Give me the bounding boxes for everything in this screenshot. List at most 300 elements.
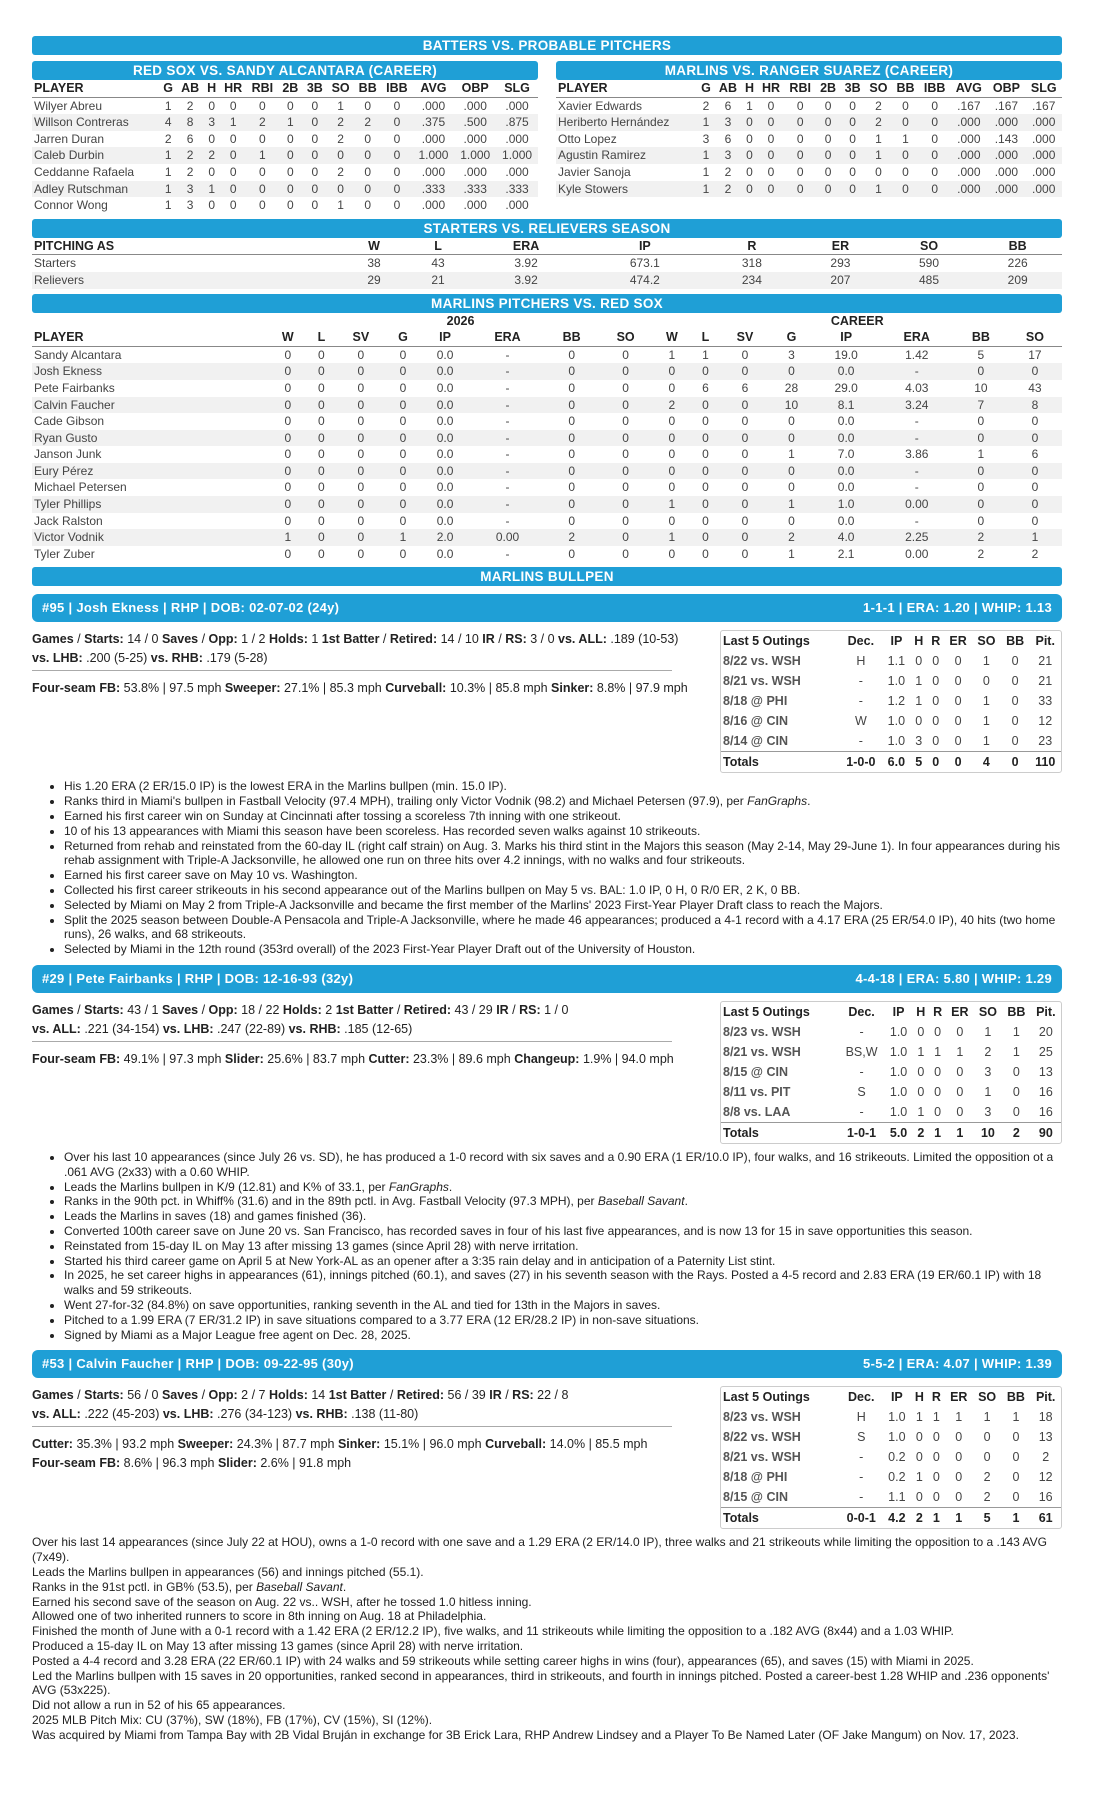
stat-cell: 0 xyxy=(311,164,319,179)
notes-list xyxy=(32,1150,1062,1342)
stat-label: RS: xyxy=(512,1388,534,1403)
outing-date: 8/14 @ CIN xyxy=(723,734,788,749)
source-name: FanGraphs xyxy=(747,794,808,809)
stat-cell: 29 xyxy=(342,272,406,289)
stat-cell: 1-0-0 xyxy=(839,752,882,773)
stat-cell: 0 xyxy=(934,1085,942,1099)
header-row xyxy=(721,1002,1061,1022)
last-5-outings xyxy=(720,1001,1062,1144)
stat-cell: 0 xyxy=(770,463,812,480)
stat-cell: 1 xyxy=(220,114,247,131)
stat-cell: 0 xyxy=(954,734,962,749)
player-name: Jarren Duran xyxy=(34,131,105,146)
stat-cell: - xyxy=(505,513,510,528)
stat-cell: 0 xyxy=(1011,654,1019,669)
stat-cell: 0 xyxy=(269,363,308,380)
note-item: • Earned his first career win on Sunday at Cincinnati after tossing a scoreless 7th inning with one strikeout. xyxy=(64,809,1062,824)
stat-cell: 0 xyxy=(208,164,215,179)
stat-cell: .500 xyxy=(454,114,496,131)
stat-cell: 0 xyxy=(954,363,1008,380)
stat-cell: 1 xyxy=(982,654,990,669)
note-item: Posted a 4-4 record and 3.28 ERA (22 ER/60.1 IP) with 24 walks and 59 strikeouts while setting career highs in wins (four), appearances (65), and saves (15) with Miami in 2025. xyxy=(32,1653,974,1668)
stat-cell: - xyxy=(914,513,919,528)
player-name: Willson Contreras xyxy=(32,114,160,131)
stat-cell: 1 xyxy=(1012,1045,1020,1059)
stat-cell: 0 xyxy=(622,447,629,462)
column-header: R xyxy=(931,634,941,649)
stat-cell: 0 xyxy=(259,164,266,179)
stat-cell: 1.0 xyxy=(889,1045,908,1059)
stat-label: Sweeper: xyxy=(224,681,281,696)
stat-cell: 17 xyxy=(1028,347,1042,362)
stat-label: Starts: xyxy=(84,1388,124,1403)
stat-cell: 673.1 xyxy=(629,256,660,271)
stat-cell: - xyxy=(880,363,954,380)
stat-cell: 0 xyxy=(746,164,753,179)
stat-cell: 0 xyxy=(955,1490,963,1505)
stat-label: Four-seam FB: xyxy=(32,1052,121,1066)
stat-cell: 0 xyxy=(788,480,795,495)
player-name: Victor Vodnik xyxy=(32,529,269,546)
table-row xyxy=(32,479,1062,496)
stat-value: 3 / 0 xyxy=(526,632,559,647)
marlins-col xyxy=(556,61,1062,214)
stat-cell: 2 xyxy=(186,164,194,179)
column-header: SLG xyxy=(496,80,538,97)
column-header: ER xyxy=(796,238,885,255)
stat-value: 23.3% | 89.6 mph xyxy=(409,1052,515,1066)
stat-cell: 1 xyxy=(865,181,892,198)
stat-cell: 1 xyxy=(1008,529,1062,546)
stat-cell: 3 xyxy=(702,131,710,146)
stat-cell: .000 xyxy=(421,198,446,213)
header-row xyxy=(32,329,1062,346)
stat-cell: 0 xyxy=(702,480,709,495)
stat-cell: 1.1 xyxy=(887,654,906,669)
outing-date: 8/15 @ CIN xyxy=(723,1065,788,1079)
stat-cell: 0 xyxy=(284,546,292,561)
marlins-table xyxy=(556,80,1062,197)
note-item: • Leads the Marlins bullpen in K/9 (12.81) and K% of 33.1, per FanGraphs. xyxy=(64,1180,1062,1195)
column-header: SO xyxy=(977,634,996,649)
stat-cell: 0 xyxy=(757,181,784,198)
column-header: BB xyxy=(1006,634,1025,649)
stat-cell: 0 xyxy=(568,546,575,561)
note-item: • 10 of his 13 appearances with Miami this season have been scoreless. Has recorded seven walks against 10 strikeouts. xyxy=(64,824,1062,839)
column-header: Last 5 Outings xyxy=(723,634,810,649)
stat-label: vs. ALL: xyxy=(32,1022,81,1036)
stat-cell: 1.0 xyxy=(889,1085,908,1099)
stat-cell: 0 xyxy=(702,546,709,561)
outing-date: 8/11 vs. PIT xyxy=(723,1085,791,1099)
table-row xyxy=(32,413,1062,430)
stat-cell: 1.0 xyxy=(889,1025,908,1039)
stat-label: Four-seam FB: xyxy=(32,681,121,696)
stat-cell: 6 xyxy=(186,131,194,146)
stat-cell: 0 xyxy=(269,397,308,414)
stat-cell: 0 xyxy=(568,447,575,462)
column-header: G xyxy=(698,80,715,97)
stat-cell: 0 xyxy=(208,198,215,213)
stat-value: .222 (45-203) xyxy=(80,1407,163,1422)
stat-cell: 3 xyxy=(714,114,741,131)
column-header: SO xyxy=(978,1005,997,1019)
stat-cell: 0 xyxy=(757,147,784,164)
stat-cell: 1.0 xyxy=(813,496,880,513)
stat-cell: 0 xyxy=(720,463,771,480)
column-header: IP xyxy=(582,238,707,255)
stat-cell: 13 xyxy=(1038,1065,1053,1079)
redsox-col xyxy=(32,61,538,214)
stat-cell: 0 xyxy=(931,164,938,179)
outing-row xyxy=(721,1487,1061,1508)
stat-cell: .000 xyxy=(957,131,981,146)
stat-cell: 1 xyxy=(875,131,882,146)
column-header: W xyxy=(342,238,406,255)
stat-value: 43 / 29 xyxy=(451,1003,497,1017)
stat-label: vs. ALL: xyxy=(558,632,607,647)
stat-cell: 0 xyxy=(545,397,599,414)
stat-cell: .000 xyxy=(987,181,1025,198)
column-header: PLAYER xyxy=(556,80,698,97)
stat-cell: 0 xyxy=(702,447,709,462)
stat-cell: .000 xyxy=(421,164,446,179)
starters-relievers-table xyxy=(32,238,1062,289)
stat-cell: 1 xyxy=(932,1410,940,1425)
group-2026: 2026 xyxy=(446,313,475,328)
stat-cell: H xyxy=(856,1410,866,1425)
note-item: • Reinstated from 15-day IL on May 13 after missing 13 games (since April 28) with nerve irritation. xyxy=(64,1239,1062,1254)
stat-cell: 0 xyxy=(816,147,841,164)
column-header: Pit. xyxy=(1035,634,1055,649)
stat-cell: 293 xyxy=(830,256,851,271)
stat-cell: 0.0 xyxy=(837,480,855,495)
stat-label: Saves xyxy=(161,1003,199,1017)
stat-cell: 0 xyxy=(393,164,401,179)
stat-cell: 0 xyxy=(955,1470,963,1485)
stat-cell: 0 xyxy=(849,98,856,113)
note-item: Leads the Marlins bullpen in appearances (56) and innings pitched (55.1). xyxy=(32,1564,424,1579)
stat-cell: 1 xyxy=(746,98,753,113)
stat-cell: 0 xyxy=(307,430,335,447)
stat-label: vs. LHB: xyxy=(32,651,83,666)
stat-cell: 0 xyxy=(902,164,909,179)
stat-cell: 1.0 xyxy=(887,714,906,729)
stat-cell: 0.0 xyxy=(436,447,454,462)
stat-cell: .000 xyxy=(463,98,487,113)
stat-cell: 1 xyxy=(955,1410,963,1425)
stat-cell: .000 xyxy=(505,131,529,146)
stat-cell: - xyxy=(470,430,544,447)
stat-cell: 0 xyxy=(983,1450,991,1465)
stat-cell: 0 xyxy=(622,513,629,528)
stat-cell: 1 xyxy=(929,1123,946,1144)
totals-label: Totals xyxy=(721,1508,840,1529)
stat-cell: 0 xyxy=(934,1105,942,1119)
stat-cell: 0 xyxy=(381,147,412,164)
stat-cell: 0 xyxy=(983,1430,991,1445)
stat-cell: 21 xyxy=(1038,674,1053,689)
column-header: H xyxy=(914,634,924,649)
profile-record: 5-5-2 | ERA: 4.07 | WHIP: 1.39 xyxy=(863,1356,1052,1372)
stat-cell: 1 xyxy=(982,734,990,749)
player-name: Ceddanne Rafaela xyxy=(34,164,135,179)
stat-cell: 6 xyxy=(724,98,732,113)
stat-cell: 318 xyxy=(741,256,762,271)
divider xyxy=(32,1041,672,1042)
stat-cell: 43 xyxy=(1028,380,1042,395)
stat-cell: 0 xyxy=(399,480,407,495)
stat-cell: 21 xyxy=(406,272,470,289)
outing-date: 8/16 @ CIN xyxy=(723,714,788,729)
stat-cell: 0 xyxy=(741,414,749,429)
column-header: H xyxy=(204,80,220,97)
profile-header xyxy=(32,594,1062,622)
stat-value: 8.6% | 96.3 mph xyxy=(120,1456,218,1471)
stat-cell: 0 xyxy=(915,714,923,729)
note-item: • Ranks third in Miami's bullpen in Fastball Velocity (97.4 MPH), trailing only Victor Vodnik (98.2) and Michael Petersen (97.9), per FanGraphs. xyxy=(64,794,1062,809)
player-name: Sandy Alcantara xyxy=(34,347,122,362)
stat-cell: 0 xyxy=(386,463,420,480)
stat-value: 56 / 39 xyxy=(444,1388,490,1403)
stat-cell: 0 xyxy=(668,414,676,429)
stat-cell: 0 xyxy=(668,380,676,395)
stat-cell: 0.00 xyxy=(880,496,954,513)
stat-cell: 1 xyxy=(337,98,344,113)
stat-cell: 0 xyxy=(381,181,412,198)
stat-cell: 1 xyxy=(1002,1508,1031,1529)
stat-cell: 0 xyxy=(702,414,709,429)
stat-cell: 0 xyxy=(785,147,816,164)
stat-cell: 12 xyxy=(1038,714,1053,729)
stat-cell: 0 xyxy=(1012,1450,1020,1465)
stat-cell: 0 xyxy=(284,480,292,495)
stat-cell: 0 xyxy=(568,414,575,429)
stat-label: Four-seam FB: xyxy=(32,1456,121,1471)
pitcher-profile xyxy=(32,965,1062,1342)
stat-cell: - xyxy=(505,380,510,395)
stat-label: RS: xyxy=(519,1003,541,1017)
stat-cell: 0 xyxy=(1008,463,1062,480)
stat-cell: 0 xyxy=(599,397,653,414)
stat-cell: 7.0 xyxy=(837,447,855,462)
stat-cell: 0.0 xyxy=(420,363,471,380)
stat-cell: 1.0 xyxy=(888,1430,906,1445)
stat-cell: 4 xyxy=(972,752,1001,773)
stat-cell: 2 xyxy=(327,114,354,131)
column-header: G xyxy=(770,329,812,346)
stat-cell: - xyxy=(859,1490,864,1505)
stat-label: vs. RHB: xyxy=(150,651,203,666)
stat-cell: 0 xyxy=(767,131,775,146)
stat-value: 27.1% | 85.3 mph xyxy=(280,681,386,696)
stat-cell: 2 xyxy=(865,114,892,131)
stat-cell: .000 xyxy=(421,131,446,146)
note-item: • Collected his first career strikeouts in his second appearance out of the Marlins bullpen on May 5 vs. BAL: 1.0 IP, 0 H, 0 R/0 ER, 2 K, 0 BB. xyxy=(64,883,1062,898)
stat-cell: 0 xyxy=(307,397,335,414)
source-name: FanGraphs xyxy=(388,1179,449,1194)
stat-value: 1.9% | 94.0 mph xyxy=(579,1052,674,1066)
stat-label: vs. RHB: xyxy=(288,1022,341,1036)
player-name: Adley Rutschman xyxy=(32,181,160,198)
player-name: Josh Ekness xyxy=(32,363,269,380)
stat-cell: .000 xyxy=(950,147,987,164)
outing-row xyxy=(721,1467,1061,1487)
stat-cell: 0 xyxy=(691,430,719,447)
table-row xyxy=(32,197,538,214)
stat-cell: 0 xyxy=(286,198,294,213)
player-name: Ryan Gusto xyxy=(32,430,269,447)
stat-cell: 0 xyxy=(956,1065,964,1079)
stat-cell: 207 xyxy=(796,272,885,289)
stat-value: 14.0% | 85.5 mph xyxy=(546,1437,648,1452)
stat-label: Cutter: xyxy=(368,1052,410,1066)
stat-value: 56 / 0 xyxy=(123,1388,162,1403)
stat-cell: 1 xyxy=(269,529,308,546)
stat-cell: - xyxy=(505,480,510,495)
stat-value: / xyxy=(501,1388,513,1403)
stat-cell: 0.0 xyxy=(813,430,880,447)
stat-cell: 0.00 xyxy=(470,529,544,546)
profile-top xyxy=(32,1386,1062,1529)
stat-cell: 110 xyxy=(1029,752,1061,773)
stat-label: Curveball: xyxy=(385,681,447,696)
stat-label: Retired: xyxy=(403,1003,452,1017)
stat-cell: 0 xyxy=(770,430,812,447)
stat-cell: 0 xyxy=(977,513,985,528)
stat-cell: 0 xyxy=(364,164,372,179)
player-name: Wilyer Abreu xyxy=(34,98,103,113)
stat-cell: 0 xyxy=(399,347,407,362)
stat-cell: 0 xyxy=(399,380,407,395)
stat-cell: 0 xyxy=(691,463,719,480)
stat-cell: 0 xyxy=(932,694,940,709)
stat-cell: 0 xyxy=(364,198,372,213)
totals-label: Totals xyxy=(721,1123,838,1144)
last-5-table xyxy=(721,631,1061,772)
column-header: G xyxy=(160,80,177,97)
table-row xyxy=(32,496,1062,513)
stat-cell: 10 xyxy=(770,397,812,414)
stat-cell: 16 xyxy=(1038,1490,1053,1505)
stat-cell: 0.0 xyxy=(837,513,855,528)
stat-cell: 0 xyxy=(691,496,719,513)
stat-cell: 0 xyxy=(259,198,266,213)
stat-cell: 0 xyxy=(915,1490,923,1505)
outing-date: 8/23 vs. WSH xyxy=(723,1025,801,1039)
stat-cell: 0.0 xyxy=(813,363,880,380)
stat-cell: 2 xyxy=(337,131,344,146)
column-header: RBI xyxy=(785,80,816,97)
stat-cell: - xyxy=(914,480,919,495)
stat-label: Holds: xyxy=(268,1388,308,1403)
stat-cell: 0 xyxy=(269,496,308,513)
stat-cell: 1 xyxy=(337,198,344,213)
stat-cell: 0 xyxy=(229,164,237,179)
outing-row xyxy=(721,651,1061,671)
stat-cell: 0 xyxy=(917,1085,925,1099)
starters-relievers-title: STARTERS VS. RELIEVERS SEASON xyxy=(32,219,1062,238)
column-header: L xyxy=(406,238,470,255)
stat-cell: 0 xyxy=(599,529,653,546)
stat-cell: 2 xyxy=(983,1490,991,1505)
stat-value: / xyxy=(386,1388,397,1403)
last-5-table xyxy=(721,1387,1061,1528)
stat-value: 1 xyxy=(307,632,322,647)
stat-label: vs. LHB: xyxy=(162,1407,214,1422)
stat-label: Opp: xyxy=(208,632,238,647)
stat-cell: 0 xyxy=(720,363,771,380)
stat-cell: 0 xyxy=(944,752,972,773)
stat-cell: - xyxy=(470,397,544,414)
stat-cell: 0 xyxy=(955,1430,963,1445)
stat-label: IR xyxy=(489,1388,502,1403)
stat-cell: 0.2 xyxy=(888,1470,906,1485)
stat-cell: 2 xyxy=(912,1123,929,1144)
stat-cell: 10 xyxy=(974,380,988,395)
stat-cell: 1 xyxy=(770,496,812,513)
stat-cell: 90 xyxy=(1031,1123,1061,1144)
outing-row xyxy=(721,1022,1061,1042)
stat-cell: 0 xyxy=(741,513,749,528)
stat-cell: 0.2 xyxy=(888,1450,906,1465)
stat-cell: 0 xyxy=(902,98,909,113)
pitchers-vs-title: MARLINS PITCHERS VS. RED SOX xyxy=(32,294,1062,313)
note-item: Over his last 14 appearances (since July 22 at HOU), owns a 1-0 record with one save and a 1.29 ERA (2 ER/14.0 IP), three walks and 21 strikeouts while limiting the opposition to a .143 AVG (7x49). xyxy=(32,1535,1047,1565)
stat-cell: 0 xyxy=(1011,674,1019,689)
note-item: • Pitched to a 1.99 ERA (7 ER/31.2 IP) in save situations compared to a 3.77 ERA (12 ER/28.2 IP) in non-save situations. xyxy=(64,1313,1062,1328)
stat-value: 35.3% | 93.2 mph xyxy=(72,1437,178,1452)
note-item: • Leads the Marlins in saves (18) and games finished (36). xyxy=(64,1209,1062,1224)
stat-cell: 0 xyxy=(796,131,804,146)
player-name: Calvin Faucher xyxy=(32,397,269,414)
stat-cell: 2 xyxy=(337,164,344,179)
stat-cell: 0 xyxy=(259,98,266,113)
group-spacer xyxy=(32,313,269,330)
stat-cell: - xyxy=(859,1065,864,1079)
stat-value: 53.8% | 97.5 mph xyxy=(120,681,225,696)
note-item: 2025 MLB Pitch Mix: CU (37%), SW (18%), FB (17%), CV (15%), SI (12%). xyxy=(32,1712,433,1727)
stat-cell: 0 xyxy=(932,1470,940,1485)
profile-name: #53 | Calvin Faucher | RHP | DOB: 09-22-95 (30y) xyxy=(42,1356,354,1372)
stat-cell: 0 xyxy=(318,480,325,495)
stat-value: 2 / 7 xyxy=(237,1388,269,1403)
stat-cell: 0 xyxy=(982,674,990,689)
stat-cell: .143 xyxy=(994,131,1019,146)
column-header: G xyxy=(386,329,420,346)
last-5-outings xyxy=(720,630,1062,773)
stat-cell: 0 xyxy=(622,546,629,561)
profile-record: 1-1-1 | ERA: 1.20 | WHIP: 1.13 xyxy=(863,600,1052,616)
table-row xyxy=(556,97,1062,114)
stat-cell: .000 xyxy=(957,164,981,179)
stat-cell: 1.2 xyxy=(887,694,906,709)
table-row xyxy=(32,181,538,198)
stat-cell: 0 xyxy=(741,480,749,495)
stat-cell: 2 xyxy=(1031,546,1039,561)
stat-cell: 0 xyxy=(757,114,784,131)
pitcher-profile xyxy=(32,1350,1062,1742)
stat-cell: 0 xyxy=(1008,430,1062,447)
column-header: BB xyxy=(954,329,1008,346)
stat-cell: 19.0 xyxy=(834,347,858,362)
stat-cell: 0 xyxy=(932,714,940,729)
table-row xyxy=(32,513,1062,530)
stat-label: Slider: xyxy=(224,1052,264,1066)
stat-cell: 1 xyxy=(278,114,303,131)
stat-cell: 0 xyxy=(977,480,985,495)
player-name: Jack Ralston xyxy=(34,513,103,528)
